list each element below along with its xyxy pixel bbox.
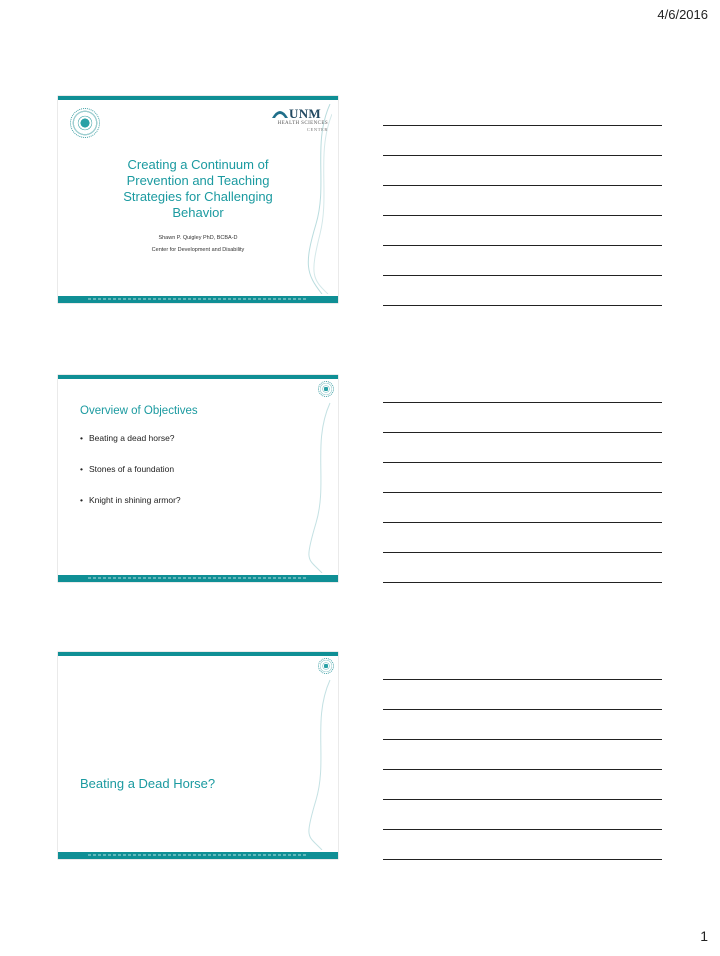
- bullet-icon: •: [80, 495, 83, 505]
- note-line: [383, 432, 662, 433]
- note-line: [383, 275, 662, 276]
- slide-heading: Overview of Objectives: [80, 405, 198, 417]
- note-line: [383, 155, 662, 156]
- page-number: 1: [700, 928, 708, 944]
- slide-top-bar: [58, 375, 338, 379]
- note-line: [383, 402, 662, 403]
- slide-bottom-bar: [58, 852, 338, 859]
- note-line: [383, 185, 662, 186]
- note-line: [383, 552, 662, 553]
- list-item: • Stones of a foundation: [80, 464, 175, 474]
- note-line: [383, 859, 662, 860]
- note-line: [383, 582, 662, 583]
- note-line: [383, 305, 662, 306]
- slide-bottom-bar: [58, 296, 338, 303]
- note-line: [383, 462, 662, 463]
- logo-health-sciences-text: HEALTH SCIENCES: [277, 121, 328, 126]
- cdd-seal-icon: [70, 108, 100, 138]
- list-item: • Beating a dead horse?: [80, 433, 175, 443]
- slide-title: Creating a Continuum of Prevention and Teaching Strategies for Challenging Behavior: [123, 157, 273, 220]
- slide-top-bar: [58, 652, 338, 656]
- list-item: • Knight in shining armor?: [80, 495, 181, 505]
- decorative-curves: [302, 383, 332, 573]
- note-line: [383, 522, 662, 523]
- note-line: [383, 125, 662, 126]
- slide-bottom-bar: [58, 575, 338, 582]
- slide-author: Shawn P. Quigley PhD, BCBA-D: [158, 235, 238, 241]
- note-line: [383, 709, 662, 710]
- note-line: [383, 215, 662, 216]
- note-line: [383, 769, 662, 770]
- slide-top-bar: [58, 96, 338, 100]
- unm-hsc-logo: [272, 106, 328, 136]
- slide-3: [58, 652, 338, 859]
- note-line: [383, 679, 662, 680]
- section-title: Beating a Dead Horse?: [80, 776, 216, 791]
- note-line: [383, 492, 662, 493]
- decorative-curves: [302, 660, 332, 850]
- note-line: [383, 245, 662, 246]
- bullet-icon: •: [80, 464, 83, 474]
- slide-1: [58, 96, 338, 303]
- slide-2: [58, 375, 338, 582]
- note-line: [383, 799, 662, 800]
- logo-unm-text: UNM: [289, 106, 321, 121]
- note-line: [383, 829, 662, 830]
- bullet-icon: •: [80, 433, 83, 443]
- bullet-list: [80, 433, 181, 526]
- page-date: 4/6/2016: [657, 7, 708, 22]
- logo-center-text: CENTER: [306, 127, 328, 132]
- slide-affiliation: Center for Development and Disability: [151, 247, 245, 253]
- note-line: [383, 739, 662, 740]
- unm-mark-icon: [272, 108, 288, 118]
